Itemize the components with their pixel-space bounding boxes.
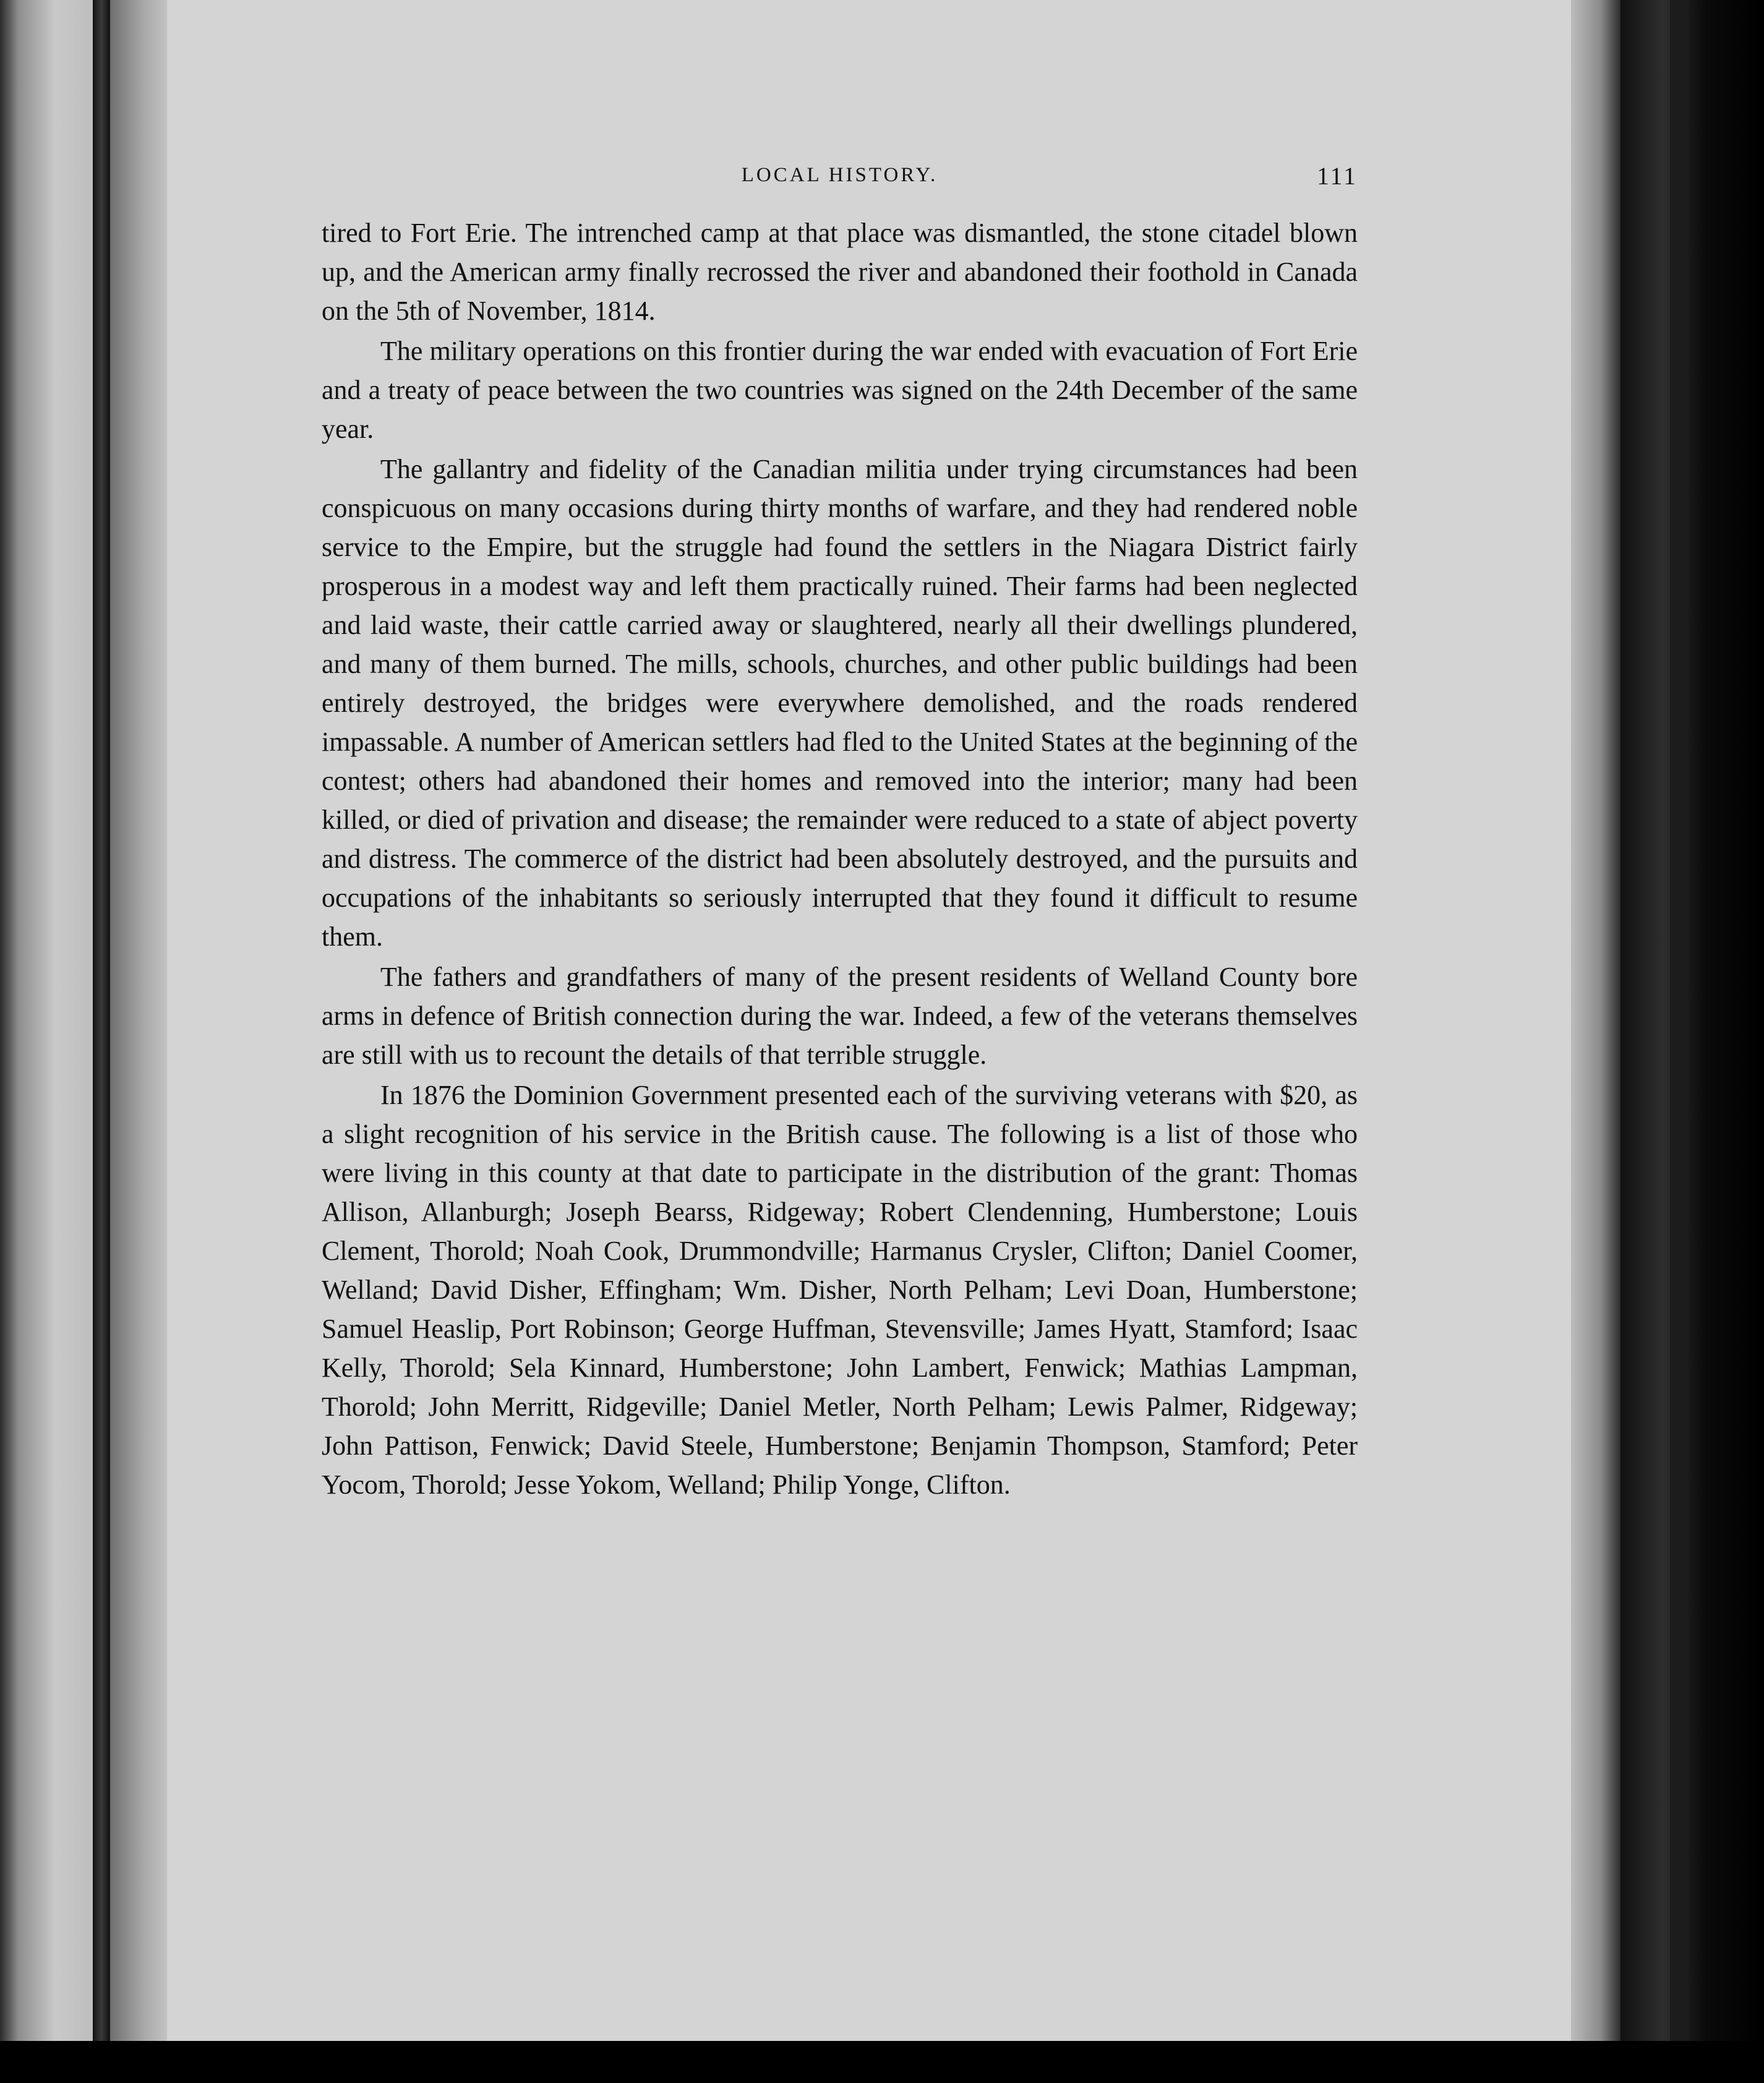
paragraph-2: The military operations on this frontier during the war ended with evacuation of Fort Erie and a treaty of peace between the two countries was signed on the 24th December of the same year. xyxy=(322,336,1358,444)
running-head xyxy=(322,164,1358,201)
scan-bottom-border xyxy=(0,2041,1764,2083)
paragraph-3: The gallantry and fidelity of the Canadian militia under trying circumstances had been conspicuous on many occasions during thirty months of warfare, and they had rendered noble service to the Empire, but the struggle had found the settlers in the Niagara District fairly prosperous in a modest way and left them practically ruined. Their farms had been neglected and laid waste, their cattle carried away or slaughtered, nearly all their dwellings plundered, and many of them burned. The mills, schools, churches, and other public buildings had been entirely destroyed, the bridges were everywhere demolished, and the roads rendered impassable. A number of American settlers had fled to the United States at the beginning of the contest; others had abandoned their homes and removed into the interior; many had been killed, or died of privation and disease; the remainder were reduced to a state of abject poverty and distress. The commerce of the district had been absolutely destroyed, and the pursuits and occupations of the inhabitants so seriously interrupted that they found it difficult to resume them. xyxy=(322,454,1358,952)
left-facing-page-edge xyxy=(0,0,93,2041)
book-cover-edge xyxy=(1621,0,1764,2083)
page-number: 111 xyxy=(1316,162,1358,190)
paragraph-4: The fathers and grandfathers of many of the present residents of Welland County bore arms in defence of British connection during the war. Indeed, a few of the veterans themselves are still with us to recount the details of that terrible struggle. xyxy=(322,962,1358,1070)
page-text-block xyxy=(322,162,1358,1505)
paragraph-1: tired to Fort Erie. The intrenched camp at that place was dismantled, the stone citadel blown up, and the American army finally recrossed the river and abandoned their foothold in Canada on the 5th of November, 1814. xyxy=(322,218,1358,326)
running-head-title: LOCAL HISTORY. xyxy=(741,164,938,186)
page-right-edge xyxy=(1571,0,1621,2059)
paragraph-5: In 1876 the Dominion Government presented each of the surviving veterans with $20, as a slight recognition of his service in the British cause. The following is a list of those who were living in this county at that date to participate in the distribution of the grant: Thomas Allison, Allanburgh; Joseph Bearss, Ridgeway; Robert Clendenning, Humberstone; Louis Clement, Thorold; Noah Cook, Drummondville; Harmanus Crysler, Clifton; Daniel Coomer, Welland; David Disher, Effingham; Wm. Disher, North Pelham; Levi Doan, Humberstone; Samuel Heaslip, Port Robinson; George Huffman, Stevensville; James Hyatt, Stamford; Isaac Kelly, Thorold; Sela Kinnard, Humberstone; John Lambert, Fenwick; Mathias Lampman, Thorold; John Merritt, Ridgeville; Daniel Metler, North Pelham; Lewis Palmer, Ridgeway; John Pattison, Fenwick; David Steele, Humberstone; Benjamin Thompson, Stamford; Peter Yocom, Thorold; Jesse Yokom, Welland; Philip Yonge, Clifton. xyxy=(322,1080,1358,1500)
book-spine-gutter xyxy=(93,0,110,2053)
cover-binding-strip xyxy=(1670,0,1689,2083)
